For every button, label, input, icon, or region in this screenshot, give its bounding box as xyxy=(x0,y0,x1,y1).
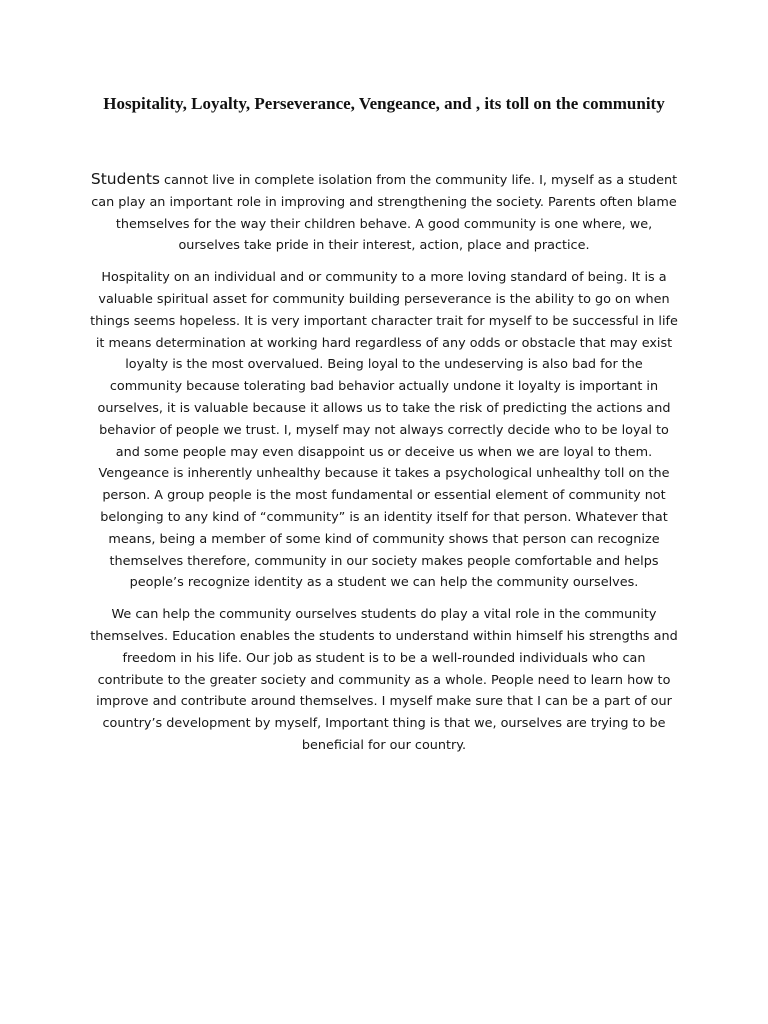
paragraph-1 xyxy=(88,169,680,257)
paragraph-3: We can help the community ourselves students do play a vital role in the community themselves. Education enables the students to understand within himself his strengths and freedom in his life. Our job as student is to be a well-rounded individuals who can contribute to the greater society and community as a whole. People need to learn how to improve and contribute around themselves. I myself make sure that I can be a part of our country’s development by myself, Important thing is that we, ourselves are trying to be beneficial for our country. xyxy=(90,607,678,753)
paragraph-2: Hospitality on an individual and or community to a more loving standard of being. It is a valuable spiritual asset for community building perseverance is the ability to go on when things seems hopeless. It is very important character trait for myself to be successful in life it means determination at working hard regardless of any odds or obstacle that may exist loyalty is the most overvalued. Being loyal to the undeserving is also bad for the community because tolerating bad behavior actually undone it loyalty is important in ourselves, it is valuable because it allows us to take the risk of predicting the actions and behavior of people we trust. I, myself may not always correctly decide who to be loyal to and some people may even disappoint us or deceive us when we are loyal to them. Vengeance is inherently unhealthy because it takes a psychological unhealthy toll on the person. A group people is the most fundamental or essential element of community not belonging to any kind of “community” is an identity itself for that person. Whatever that means, being a member of some kind of community shows that person can recognize themselves therefore, community in our society makes people comfortable and helps people’s recognize identity as a student we can help the community ourselves. xyxy=(90,270,678,591)
document-title: Hospitality, Loyalty, Perseverance, Vengeance, and , its toll on the community xyxy=(103,94,665,113)
document-body xyxy=(88,169,680,767)
paragraph-1-text: cannot live in complete isolation from the community life. I, myself as a student can play an important role in improving and strengthening the society. Parents often blame themselves for the way their children behave. A good community is one where, we, ourselves take pride in their interest, action, place and practice. xyxy=(91,173,678,254)
paragraph-1-lead-word: Students xyxy=(90,170,160,188)
